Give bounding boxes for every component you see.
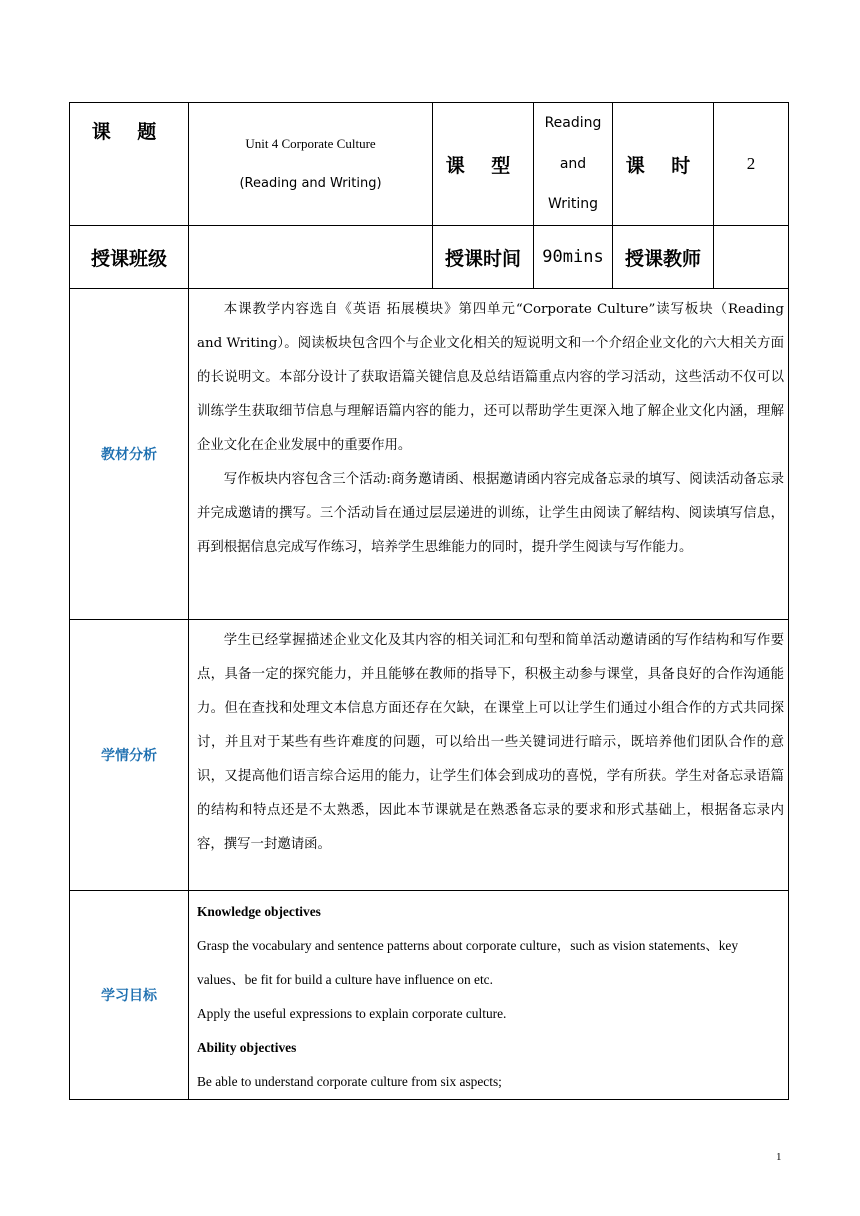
- time-label: 授课时间: [433, 226, 534, 289]
- teacher-label: 授课教师: [613, 226, 714, 289]
- type-line: Reading: [544, 115, 602, 132]
- learner-analysis-content: [189, 620, 789, 891]
- knowledge-item: Apply the useful expressions to explain corporate culture.: [197, 1006, 507, 1021]
- type-line: Writing: [548, 196, 598, 213]
- objectives-content: [189, 891, 789, 1100]
- objectives-row: [70, 891, 789, 1100]
- header-row: [70, 103, 789, 226]
- learner-analysis-row: [70, 620, 789, 891]
- textbook-paragraph: 写作板块内容包含三个活动:商务邀请函、根据邀请函内容完成备忘录的填写、阅读活动备忘录并完成邀请的撰写。三个活动旨在通过层层递进的训练，让学生由阅读了解结构、阅读填写信息，再到根据信息完成写作练习，培养学生思维能力的同时，提升学生阅读与写作能力。: [197, 472, 784, 555]
- lesson-plan-table: [69, 102, 789, 1100]
- class-value: [189, 226, 433, 289]
- teacher-value: [714, 226, 789, 289]
- page-number: 1: [776, 1151, 782, 1163]
- topic-value: [189, 103, 433, 226]
- textbook-paragraph: 本课教学内容选自《英语 拓展模块》第四单元“Corporate Culture”读写板块（Reading and Writing）。阅读板块包含四个与企业文化相关的短说明文和一个介绍企业文化的六大相关方面的长说明文。本部分设计了获取语篇关键信息及总结语篇重点内容的学习活动，这些活动不仅可以训练学生获取细节信息与理解语篇内容的能力，还可以帮助学生更深入地了解企业文化内涵，理解企业文化在企业发展中的重要作用。: [197, 302, 784, 453]
- ability-item: Be able to understand corporate culture from six aspects;: [197, 1074, 502, 1089]
- learner-paragraph: 学生已经掌握描述企业文化及其内容的相关词汇和句型和简单活动邀请函的写作结构和写作要点，具备一定的探究能力，并且能够在教师的指导下，积极主动参与课堂，具备良好的合作沟通能力。但在查找和处理文本信息方面还存在欠缺，在课堂上可以让学生们通过小组合作的方式共同探讨，并且对于某些有些许难度的问题，可以给出一些关键词进行暗示，既培养他们团队合作的意识，又提高他们语言综合运用的能力，让学生们体会到成功的喜悦，学有所获。学生对备忘录语篇的结构和特点还是不太熟悉，因此本节课就是在熟悉备忘录的要求和形式基础上，根据备忘录内容，撰写一封邀请函。: [197, 633, 784, 852]
- class-label: 授课班级: [70, 226, 189, 289]
- knowledge-heading: Knowledge objectives: [197, 904, 321, 919]
- type-label: 课 型: [433, 103, 534, 226]
- knowledge-item: Grasp the vocabulary and sentence patterns about corporate culture，such as vision statements、key values、be fit for build a culture have influence on etc.: [197, 938, 739, 987]
- ability-heading: Ability objectives: [197, 1040, 297, 1055]
- hours-value: 2: [714, 103, 789, 226]
- textbook-analysis-content: [189, 289, 789, 620]
- info-row: [70, 226, 789, 289]
- textbook-analysis-label: 教材分析: [70, 289, 189, 620]
- topic-title: Unit 4 Corporate Culture: [245, 136, 376, 151]
- textbook-analysis-row: [70, 289, 789, 620]
- type-value: [534, 103, 613, 226]
- time-value: 90mins: [534, 226, 613, 289]
- hours-label: 课 时: [613, 103, 714, 226]
- topic-subtitle: (Reading and Writing): [239, 176, 382, 191]
- topic-label: 课 题: [70, 103, 189, 226]
- learner-analysis-label: 学情分析: [70, 620, 189, 891]
- objectives-label: 学习目标: [70, 891, 189, 1100]
- type-line: and: [559, 155, 587, 172]
